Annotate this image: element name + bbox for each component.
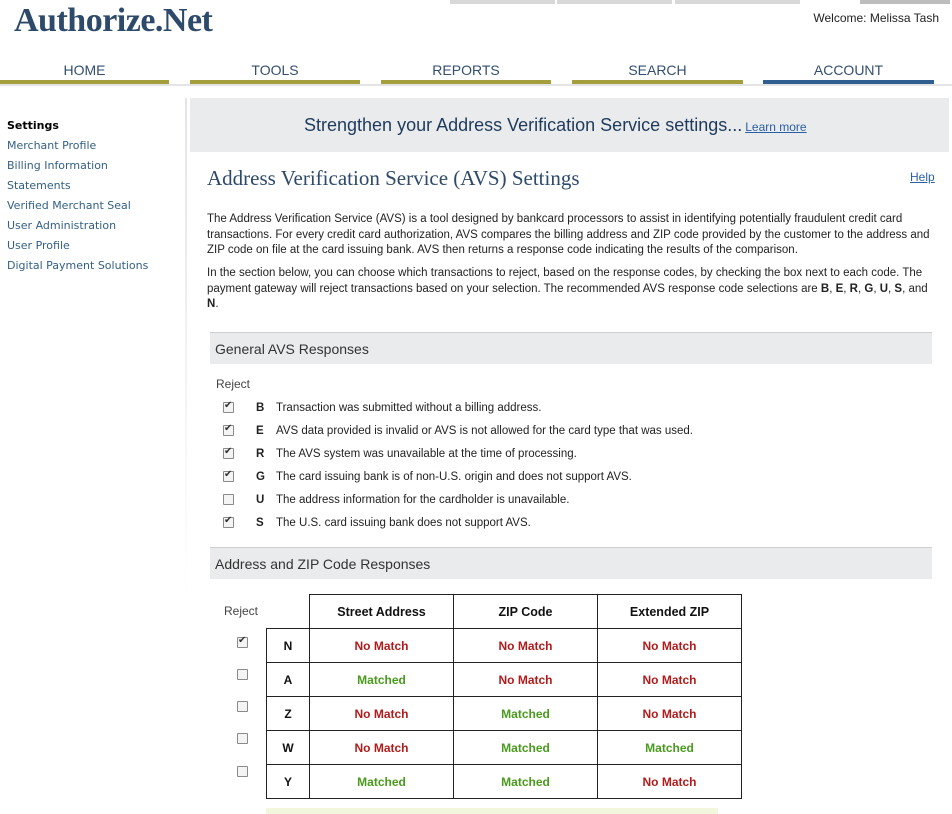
reject-checkbox-r[interactable] [223, 448, 234, 459]
reject-checkbox-g[interactable] [223, 471, 234, 482]
reject-checkbox-s[interactable] [223, 517, 234, 528]
reject-checkbox-a[interactable] [237, 669, 248, 680]
reject-checkbox-y[interactable] [237, 766, 248, 777]
avs-code: R [256, 448, 265, 460]
rec-sep: , [888, 282, 895, 295]
sidebar-divider [185, 98, 187, 598]
table-row [267, 697, 742, 731]
rec-sep: , [857, 282, 865, 295]
col-street-address: Street Address [310, 595, 454, 629]
rec-code: E [835, 282, 844, 295]
sidebar-item-merchant-profile[interactable]: Merchant Profile [7, 139, 97, 152]
reject-checkbox-w[interactable] [237, 733, 248, 744]
intro-paragraph: The Address Verification Service (AVS) is a tool designed by bankcard processors to assist in identifying potentially fraudulent credit card transactions. For every credit card authorization, AVS compares the billing address and ZIP code provided by the customer to the address and ZIP code on file at the card issuing bank. AVS then returns a response code indicating the results of the comparison. [207, 213, 930, 256]
avs-banner [190, 98, 949, 152]
sidebar-item-digital-payment-solutions[interactable]: Digital Payment Solutions [7, 259, 149, 272]
sidebar-item-user-profile[interactable]: User Profile [7, 239, 70, 252]
avs-code: U [256, 494, 265, 506]
rec-sep: , and [902, 282, 928, 295]
sidebar [7, 116, 182, 276]
help-link[interactable]: Help [910, 170, 935, 184]
rec-sep: , [843, 282, 850, 295]
avs-code: G [256, 471, 265, 483]
rec-code: U [879, 282, 889, 295]
sidebar-item-user-administration[interactable]: User Administration [7, 219, 117, 232]
reject-checkbox-z[interactable] [237, 701, 248, 712]
col-extended-zip: Extended ZIP [598, 595, 742, 629]
top-decor-bars [450, 0, 952, 5]
zip-reject-label: Reject [224, 604, 259, 618]
rec-code: N [207, 298, 216, 310]
row-code: N [267, 629, 310, 663]
cell-street: Matched [310, 663, 454, 697]
sidebar-item-billing-information[interactable]: Billing Information [7, 159, 108, 172]
rec-sep: , [829, 282, 836, 295]
avs-description: The AVS system was unavailable at the time of processing. [276, 448, 577, 460]
avs-description: Transaction was submitted without a billing address. [276, 402, 542, 414]
nav-search[interactable] [572, 60, 743, 84]
rec-period: . [215, 298, 219, 310]
authorize-net-logo[interactable]: Authorize.Net [14, 2, 213, 39]
avs-description: AVS data provided is invalid or AVS is not allowed for the card type that was used. [276, 425, 693, 437]
cell-zip: No Match [454, 663, 598, 697]
nav-tools-label: TOOLS [251, 62, 299, 78]
nav-reports[interactable] [381, 60, 551, 84]
instructions-paragraph [207, 266, 935, 313]
cell-zip: Matched [454, 731, 598, 765]
rec-code: R [849, 282, 858, 295]
general-avs-heading: General AVS Responses [210, 332, 932, 364]
page-title: Address Verification Service (AVS) Settings [207, 166, 580, 190]
zip-responses-heading: Address and ZIP Code Responses [210, 547, 932, 579]
cell-extended-zip: Matched [598, 731, 742, 765]
nav-reports-label: REPORTS [432, 62, 500, 78]
instructions-text: In the section below, you can choose which transactions to reject, based on the response codes, by checking the box next to each code. The payment gateway will reject transactions based on your selection. The recommended AVS response code selections are [207, 267, 923, 295]
cell-street: No Match [310, 731, 454, 765]
sidebar-item-settings[interactable]: Settings [7, 119, 59, 132]
cell-extended-zip: No Match [598, 765, 742, 799]
rec-sep: , [873, 282, 880, 295]
table-header-row [267, 595, 742, 629]
nav-divider [0, 84, 952, 86]
banner-headline: Strengthen your Address Verification Service settings... [304, 115, 743, 135]
avs-description: The card issuing bank is of non-U.S. origin and does not support AVS. [276, 471, 632, 483]
reject-checkbox-u[interactable] [223, 494, 234, 505]
nav-tools[interactable] [190, 60, 360, 84]
cell-extended-zip: No Match [598, 663, 742, 697]
rec-code: B [820, 282, 830, 295]
rec-code: G [864, 282, 874, 295]
cell-street: No Match [310, 629, 454, 663]
sidebar-item-statements[interactable]: Statements [7, 179, 71, 192]
nav-account-label: ACCOUNT [813, 62, 884, 78]
nav-home-label: HOME [63, 62, 106, 78]
cell-zip: No Match [454, 629, 598, 663]
rec-code: S [894, 282, 903, 295]
nav-home[interactable] [0, 60, 169, 84]
avs-code: E [256, 425, 264, 437]
table-row [267, 765, 742, 799]
table-row [267, 629, 742, 663]
nav-account[interactable] [763, 60, 934, 84]
row-code: Z [267, 697, 310, 731]
col-zip-code: ZIP Code [454, 595, 598, 629]
cell-zip: Matched [454, 697, 598, 731]
cell-street: No Match [310, 697, 454, 731]
general-reject-label: Reject [216, 377, 251, 391]
cell-zip: Matched [454, 765, 598, 799]
banner-text [304, 115, 807, 136]
nav-search-label: SEARCH [628, 62, 687, 78]
row-code: W [267, 731, 310, 765]
sidebar-item-verified-merchant-seal[interactable]: Verified Merchant Seal [7, 199, 131, 212]
cell-street: Matched [310, 765, 454, 799]
welcome-text: Welcome: Melissa Tash [813, 11, 939, 25]
reject-checkbox-n[interactable] [237, 637, 248, 648]
cell-extended-zip: No Match [598, 629, 742, 663]
row-code: Y [267, 765, 310, 799]
reject-checkbox-e[interactable] [223, 425, 234, 436]
cell-extended-zip: No Match [598, 697, 742, 731]
table-row [267, 663, 742, 697]
avs-description: The address information for the cardholder is unavailable. [276, 494, 570, 506]
zip-response-table [266, 594, 742, 799]
avs-code: B [256, 402, 265, 414]
row-code: A [267, 663, 310, 697]
table-row [267, 731, 742, 765]
header-blank [267, 595, 310, 629]
avs-code: S [256, 517, 264, 529]
reject-checkbox-b[interactable] [223, 402, 234, 413]
bottom-strip [266, 808, 718, 814]
avs-description: The U.S. card issuing bank does not support AVS. [276, 517, 531, 529]
learn-more-link[interactable]: Learn more [745, 120, 807, 134]
